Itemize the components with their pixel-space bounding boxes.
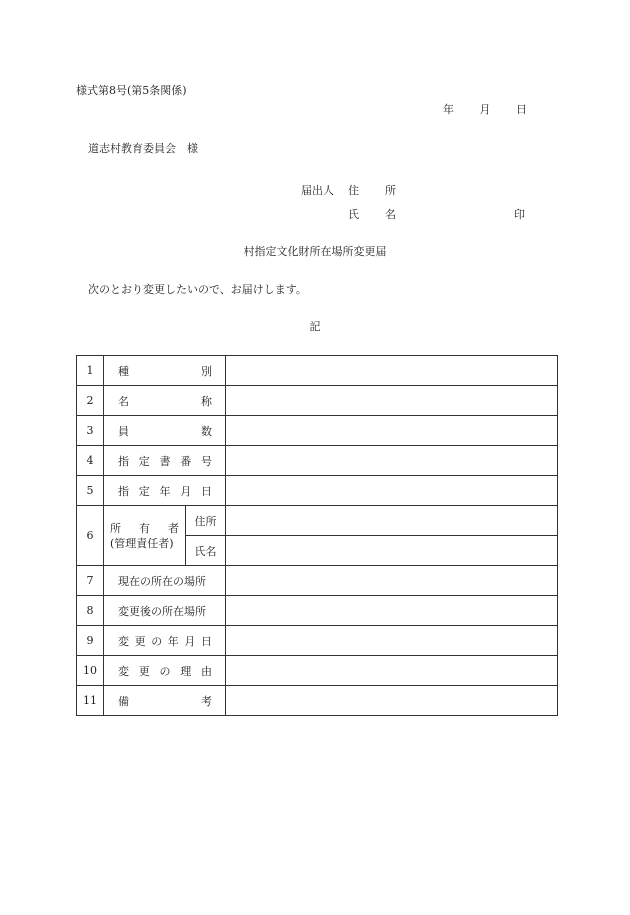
seal-mark: 印: [514, 208, 525, 221]
value-cell[interactable]: [226, 686, 558, 716]
date-month: 月: [479, 103, 491, 116]
label-char: 変: [118, 664, 129, 678]
label-char: 更: [138, 664, 150, 678]
row-number: 3: [77, 416, 104, 446]
row-label: [104, 386, 226, 416]
label-char: 年: [159, 484, 171, 498]
name-label-char: 氏: [348, 208, 359, 221]
label-char: 月: [180, 484, 192, 498]
label-char: 名: [118, 394, 129, 408]
table-row: [77, 686, 558, 716]
value-cell[interactable]: [226, 416, 558, 446]
address-label: [348, 184, 396, 198]
label-char: 日: [201, 484, 212, 498]
label-char: 年: [167, 634, 179, 648]
table-row: [77, 506, 558, 536]
label-char: 称: [201, 394, 212, 408]
row-label: 現在の所在の場所: [104, 566, 226, 596]
owner-sublabel: (管理責任者): [110, 536, 174, 550]
row-number: 8: [77, 596, 104, 626]
name-label-char: 名: [385, 208, 396, 221]
row-label: 変更後の所在場所: [104, 596, 226, 626]
label-char: 定: [138, 484, 150, 498]
label-char: 員: [118, 424, 129, 438]
value-cell[interactable]: [226, 656, 558, 686]
row-label: [104, 446, 226, 476]
date-line: [443, 103, 527, 117]
label-char: 考: [201, 694, 212, 708]
form-table: [76, 355, 558, 716]
label-char: 数: [201, 424, 212, 438]
label-char: 別: [201, 364, 212, 378]
table-row: [77, 386, 558, 416]
owner-name-label: 氏名: [186, 536, 226, 566]
table-row: [77, 566, 558, 596]
label-char: 書: [159, 454, 171, 468]
table-row: [77, 626, 558, 656]
owner-name-value[interactable]: [226, 536, 558, 566]
table-row: [77, 596, 558, 626]
form-number: 様式第8号(第5条関係): [76, 84, 187, 97]
table-row: [77, 356, 558, 386]
label-char: 所: [110, 521, 121, 535]
applicant-role: 届出人: [301, 184, 334, 197]
document-title: 村指定文化財所在場所変更届: [243, 245, 387, 258]
owner-address-value[interactable]: [226, 506, 558, 536]
row-number: 6: [77, 506, 104, 566]
label-char: 有: [139, 521, 150, 535]
label-char: 日: [200, 634, 212, 648]
table-row: [77, 416, 558, 446]
address-label-char: 所: [385, 184, 396, 197]
row-number: 2: [77, 386, 104, 416]
row-number: 4: [77, 446, 104, 476]
owner-address-label: 住所: [186, 506, 226, 536]
date-day: 日: [516, 103, 527, 116]
row-label: [104, 656, 226, 686]
row-number: 10: [77, 656, 104, 686]
value-cell[interactable]: [226, 446, 558, 476]
label-char: の: [159, 664, 171, 678]
value-cell[interactable]: [226, 386, 558, 416]
name-label: [348, 208, 396, 222]
value-cell[interactable]: [226, 566, 558, 596]
label-char: 更: [134, 634, 146, 648]
row-number: 5: [77, 476, 104, 506]
label-char: 定: [138, 454, 150, 468]
value-cell[interactable]: [226, 356, 558, 386]
owner-label: [104, 506, 186, 566]
label-char: 変: [118, 634, 129, 648]
value-cell[interactable]: [226, 596, 558, 626]
label-char: 者: [168, 521, 179, 535]
date-year: 年: [443, 103, 454, 116]
row-number: 7: [77, 566, 104, 596]
label-char: 備: [118, 694, 129, 708]
value-cell[interactable]: [226, 476, 558, 506]
label-char: 指: [118, 454, 129, 468]
label-char: 指: [118, 484, 129, 498]
label-char: 月: [184, 634, 196, 648]
row-number: 11: [77, 686, 104, 716]
label-char: 理: [180, 664, 192, 678]
table-row: [77, 476, 558, 506]
ki-mark: 記: [309, 320, 321, 333]
row-label: [104, 686, 226, 716]
row-label: [104, 356, 226, 386]
addressee: 道志村教育委員会 様: [88, 142, 198, 155]
value-cell[interactable]: [226, 626, 558, 656]
row-label: [104, 476, 226, 506]
body-text: 次のとおり変更したいので、お届けします。: [88, 283, 307, 296]
row-label: [104, 416, 226, 446]
label-char: の: [151, 634, 163, 648]
label-char: 種: [118, 364, 129, 378]
table-row: [77, 446, 558, 476]
row-label: [104, 626, 226, 656]
label-char: 番: [180, 454, 192, 468]
table-row: [77, 656, 558, 686]
label-char: 号: [201, 454, 212, 468]
address-label-char: 住: [348, 184, 359, 197]
row-number: 9: [77, 626, 104, 656]
label-char: 由: [201, 664, 212, 678]
row-number: 1: [77, 356, 104, 386]
